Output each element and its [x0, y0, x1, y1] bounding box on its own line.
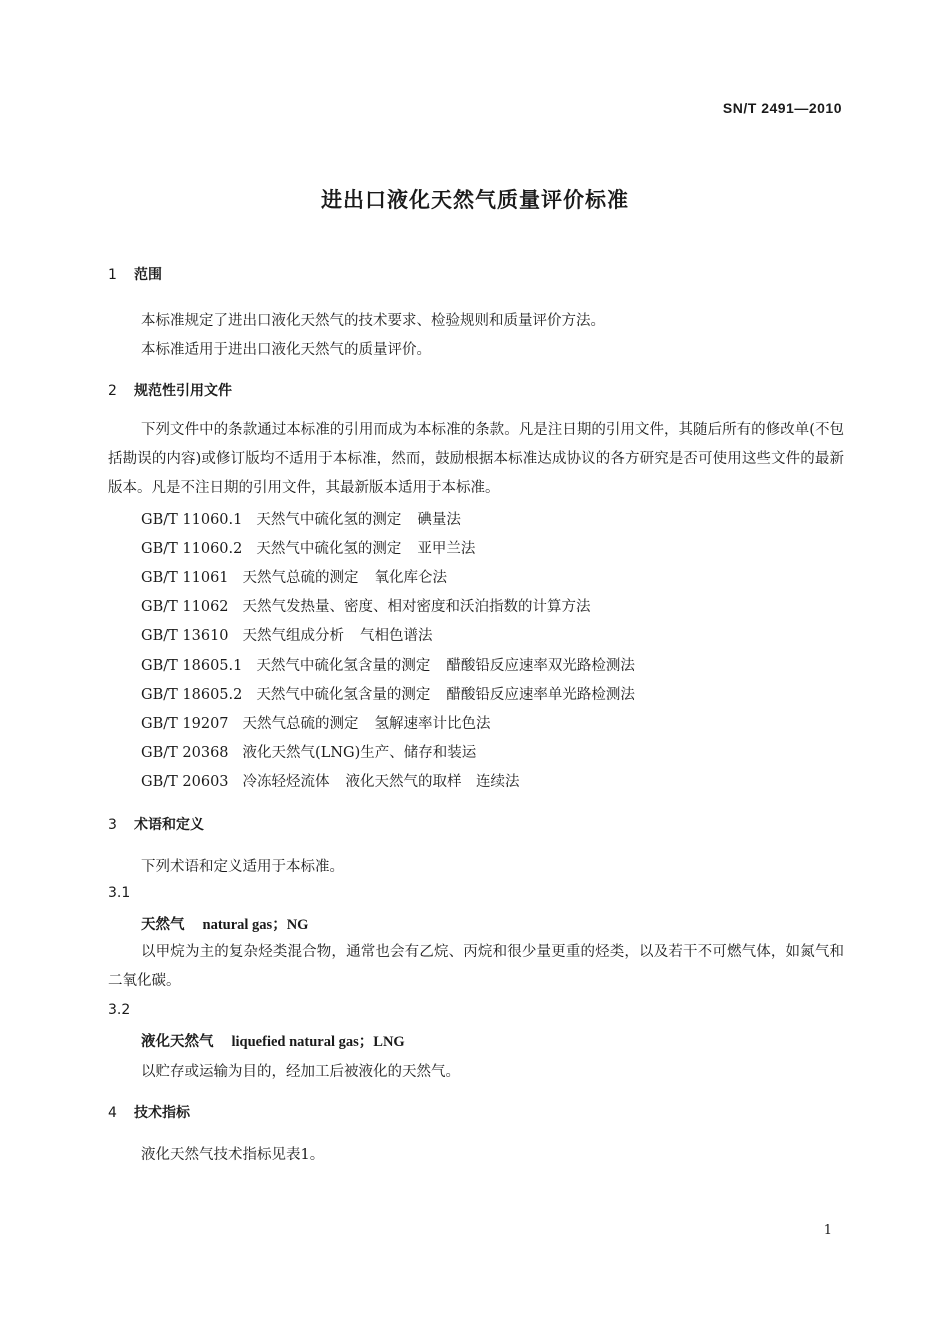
reference-item	[141, 566, 447, 587]
reference-method: 气相色谱法	[360, 628, 433, 644]
reference-method: 氢解速率计比色法	[374, 716, 491, 732]
term-chinese: 天然气	[141, 917, 185, 933]
reference-name: 天然气中硫化氢的测定	[256, 541, 402, 557]
standard-code: SN/T 2491—2010	[722, 100, 842, 116]
reference-name: 冷冻轻烃流体	[242, 774, 330, 790]
term-number: 3.2	[108, 1002, 131, 1018]
reference-item	[141, 595, 607, 616]
section-title: 术语和定义	[134, 817, 204, 833]
reference-name: 天然气中硫化氢含量的测定	[256, 687, 431, 703]
reference-name: 天然气总硫的测定	[242, 716, 359, 732]
reference-code: GB/T 18605.1	[141, 658, 243, 674]
reference-item	[141, 537, 475, 558]
scope-paragraph-1: 本标准规定了进出口液化天然气的技术要求、检验规则和质量评价方法。	[141, 313, 605, 329]
reference-item	[141, 683, 635, 704]
reference-name: 天然气中硫化氢的测定	[256, 512, 402, 528]
term-english: natural gas；NG	[202, 917, 309, 933]
section-title: 范围	[134, 267, 162, 283]
reference-method: 醋酸铅反应速率单光路检测法	[446, 687, 635, 703]
reference-name: 液化天然气(LNG)生产、储存和装运	[242, 745, 477, 761]
reference-item	[141, 712, 491, 733]
reference-name: 天然气总硫的测定	[242, 570, 359, 586]
section-title: 技术指标	[134, 1105, 190, 1121]
section-number: 2	[108, 383, 117, 399]
reference-code: GB/T 20368	[141, 745, 229, 761]
reference-code: GB/T 20603	[141, 774, 229, 790]
page-number: 1	[823, 1223, 832, 1238]
section-number: 4	[108, 1105, 117, 1121]
reference-method: 液化天然气的取样 连续法	[345, 774, 520, 790]
document-title: 进出口液化天然气质量评价标准	[321, 188, 629, 212]
section-number: 1	[108, 267, 117, 283]
reference-code: GB/T 11062	[141, 599, 229, 615]
reference-name: 天然气中硫化氢含量的测定	[256, 658, 431, 674]
technical-indicators-paragraph: 液化天然气技术指标见表1。	[141, 1147, 325, 1163]
scope-paragraph-2: 本标准适用于进出口液化天然气的质量评价。	[141, 342, 431, 358]
reference-code: GB/T 13610	[141, 628, 229, 644]
reference-code: GB/T 11061	[141, 570, 229, 586]
section-number: 3	[108, 817, 117, 833]
reference-code: GB/T 19207	[141, 716, 229, 732]
reference-code: GB/T 11060.2	[141, 541, 243, 557]
reference-method: 醋酸铅反应速率双光路检测法	[446, 658, 635, 674]
reference-item	[141, 770, 520, 791]
reference-item	[141, 654, 635, 675]
reference-code: GB/T 18605.2	[141, 687, 243, 703]
terms-intro: 下列术语和定义适用于本标准。	[141, 859, 344, 875]
section-4-heading	[108, 1102, 190, 1122]
reference-method: 氧化库仑法	[374, 570, 448, 586]
reference-method: 碘量法	[417, 512, 461, 528]
reference-item	[141, 741, 492, 762]
term-number: 3.1	[108, 885, 131, 901]
reference-name: 天然气组成分析	[242, 628, 345, 644]
references-intro: 下列文件中的条款通过本标准的引用而成为本标准的条款。凡是注日期的引用文件，其随后所有的修改单(不包括勘误的内容)或修订版均不适用于本标准，然而，鼓励根据本标准达成协议的各方研究是否可使用这些文件的最新版本。凡是不注日期的引用文件，其最新版本适用于本标准。	[108, 422, 844, 496]
section-3-heading	[108, 814, 204, 834]
reference-item	[141, 508, 461, 529]
section-title: 规范性引用文件	[134, 383, 232, 399]
term-definition: 以甲烷为主的复杂烃类混合物，通常也会有乙烷、丙烷和很少量更重的烃类，以及若干不可燃气体，如氮气和二氧化碳。	[108, 944, 844, 989]
term-chinese: 液化天然气	[141, 1034, 214, 1050]
reference-item	[141, 624, 433, 645]
reference-method: 亚甲兰法	[417, 541, 476, 557]
term-heading	[141, 913, 308, 934]
reference-code: GB/T 11060.1	[141, 512, 243, 528]
reference-name: 天然气发热量、密度、相对密度和沃泊指数的计算方法	[242, 599, 591, 615]
term-definition: 以贮存或运输为目的，经加工后被液化的天然气。	[141, 1064, 460, 1080]
section-2-heading	[108, 380, 232, 400]
term-english: liquefied natural gas；LNG	[231, 1034, 405, 1050]
section-1-heading	[108, 264, 162, 284]
term-heading	[141, 1030, 405, 1051]
